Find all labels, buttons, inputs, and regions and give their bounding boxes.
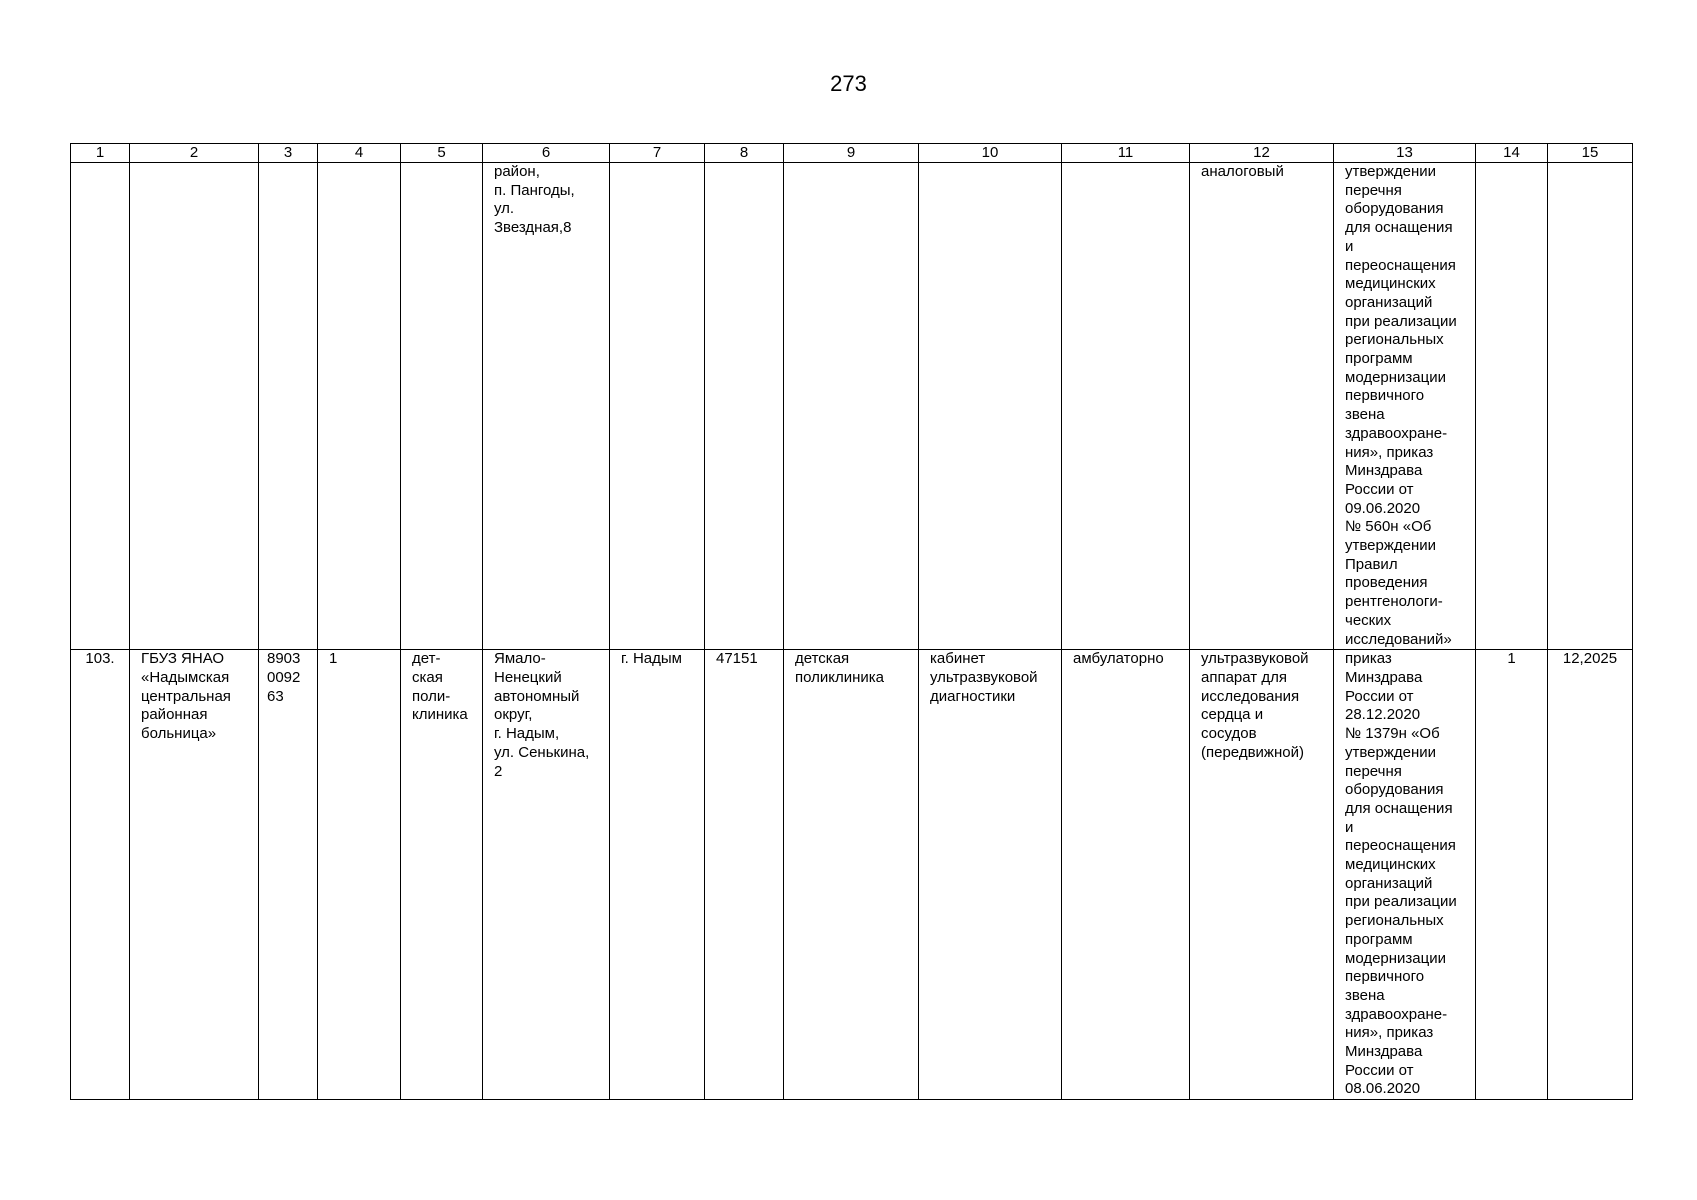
col-header-14: 14 [1476,144,1548,163]
cell-subdivision: детская поликлиника [784,650,919,1100]
cell-cabinet [919,163,1062,650]
cell-address: Ямало- Ненецкий автономный округ, г. Надым, ул. Сенькина, 2 [483,650,610,1100]
col-header-10: 10 [919,144,1062,163]
cell-locality: г. Надым [610,650,705,1100]
cell-date: 12,2025 [1548,650,1633,1100]
cell-number [71,163,130,650]
col-header-12: 12 [1190,144,1334,163]
page-number: 273 [830,71,867,96]
cell-legal-basis: утверждении перечня оборудования для оснащения и переоснащения медицинских организаций при реализации региональных программ модернизации первичного звена здравоохране- ния», приказ Минздрава России от 09.06.2020 № 560н «Об утверждении Правил проведения рентгенологи- ческих исследований» [1334,163,1476,650]
cell-locality [610,163,705,650]
cell-legal-basis: приказ Минздрава России от 28.12.2020 № 1379н «Об утверждении перечня оборудования для оснащения и переоснащения медицинских организаций при реализации региональных программ модернизации первичного звена здравоохране- ния», приказ Минздрава России от 08.06.2020 [1334,650,1476,1100]
cell-col4 [318,163,401,650]
col-header-4: 4 [318,144,401,163]
col-header-13: 13 [1334,144,1476,163]
cell-care-mode: амбулаторно [1062,650,1190,1100]
cell-unit-type [401,163,483,650]
cell-organization [130,163,259,650]
col-header-8: 8 [705,144,784,163]
col-header-3: 3 [259,144,318,163]
col-header-2: 2 [130,144,259,163]
col-header-1: 1 [71,144,130,163]
cell-organization: ГБУЗ ЯНАО «Надымская центральная районная больница» [130,650,259,1100]
cell-unit-type: дет- ская поли- клиника [401,650,483,1100]
col-header-5: 5 [401,144,483,163]
cell-cabinet: кабинет ультразвуковой диагностики [919,650,1062,1100]
col-header-6: 6 [483,144,610,163]
cell-inn [259,163,318,650]
cell-date [1548,163,1633,650]
cell-oktmo [705,163,784,650]
cell-number: 103. [71,650,130,1100]
cell-quantity [1476,163,1548,650]
cell-care-mode [1062,163,1190,650]
cell-quantity: 1 [1476,650,1548,1100]
col-header-11: 11 [1062,144,1190,163]
cell-equipment: аналоговый [1190,163,1334,650]
header-row [71,144,1633,163]
cell-oktmo: 47151 [705,650,784,1100]
col-header-7: 7 [610,144,705,163]
cell-inn: 8903 0092 63 [259,650,318,1100]
table-row [71,650,1633,1100]
equipment-table [70,143,1633,1100]
table-row [71,163,1633,650]
cell-subdivision [784,163,919,650]
cell-col4: 1 [318,650,401,1100]
col-header-9: 9 [784,144,919,163]
cell-address: район, п. Пангоды, ул. Звездная,8 [483,163,610,650]
cell-equipment: ультразвуковой аппарат для исследования сердца и сосудов (передвижной) [1190,650,1334,1100]
col-header-15: 15 [1548,144,1633,163]
